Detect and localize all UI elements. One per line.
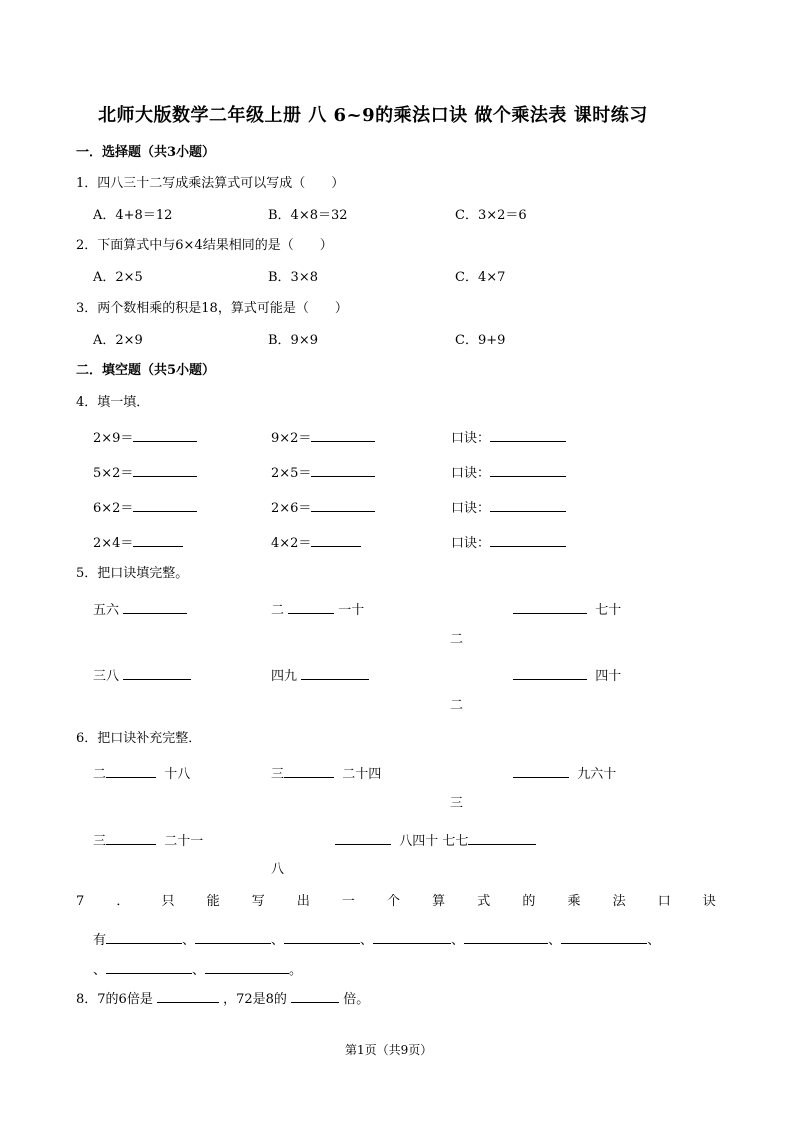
answer-blank[interactable] (195, 930, 271, 944)
question-6-stem: 6．把口诀补充完整． (76, 731, 202, 746)
q6-row2-b-wrap: 八 (271, 862, 285, 877)
answer-blank[interactable] (311, 533, 361, 547)
question-4-stem: 4．填一填． (76, 395, 150, 410)
question-3-option-b: B．9×9 (268, 333, 318, 348)
q4-row4-c: 口诀： (451, 533, 566, 552)
question-1-stem: 1．四八三十二写成乘法算式可以写成（ ） (76, 176, 345, 191)
answer-blank[interactable] (133, 498, 197, 512)
answer-blank[interactable] (106, 960, 192, 974)
answer-blank[interactable] (284, 764, 334, 778)
question-7-line2: 有 、 、 、 、 、 、 (93, 930, 660, 949)
answer-blank[interactable] (311, 428, 375, 442)
answer-blank[interactable] (490, 463, 566, 477)
q4-row4-a: 2×4＝ (93, 533, 183, 552)
question-5-stem: 5．把口诀填完整。 (76, 566, 189, 581)
answer-blank[interactable] (106, 831, 156, 845)
answer-blank[interactable] (335, 831, 391, 845)
q5-row1-c: 七十 (513, 600, 621, 619)
question-2-option-a: A．2×5 (93, 270, 143, 285)
section-heading-choice: 一．选择题（共3小题） (76, 145, 216, 160)
answer-blank[interactable] (513, 666, 587, 680)
q5-row1-b: 二 一十 (271, 600, 364, 619)
answer-blank[interactable] (123, 600, 187, 614)
section-heading-fill: 二．填空题（共5小题） (76, 363, 216, 378)
question-3-option-c: C．9+9 (455, 333, 506, 348)
answer-blank[interactable] (561, 930, 647, 944)
answer-blank[interactable] (133, 463, 197, 477)
answer-blank[interactable] (513, 764, 569, 778)
q4-row4-b: 4×2＝ (271, 533, 361, 552)
answer-blank[interactable] (513, 600, 587, 614)
answer-blank[interactable] (157, 989, 219, 1003)
q5-row1-a: 五六 (93, 600, 187, 619)
answer-blank[interactable] (490, 428, 566, 442)
q4-row1-a: 2×9＝ (93, 428, 197, 447)
question-7-stem: 7 ． 只 能 写 出 一 个 算 式 的 乘 法 口 诀 (76, 894, 716, 909)
question-1-option-c: C．3×2＝6 (455, 208, 527, 223)
answer-blank[interactable] (205, 960, 289, 974)
answer-blank[interactable] (311, 498, 375, 512)
q6-row2-a: 三 二十一 (93, 831, 203, 850)
q5-row2-b: 四九 (271, 666, 369, 685)
answer-blank[interactable] (301, 666, 369, 680)
q4-row2-c: 口诀： (451, 463, 566, 482)
answer-blank[interactable] (288, 600, 334, 614)
q6-row1-b: 三 二十四 (271, 764, 381, 783)
q5-row2-c-wrap: 二 (450, 698, 464, 713)
q4-row3-a: 6×2＝ (93, 498, 197, 517)
q5-row1-c-wrap: 二 (450, 632, 464, 647)
question-8-stem: 8．7的6倍是 ，72是8的 倍。 (76, 989, 369, 1008)
question-3-stem: 3．两个数相乘的积是18，算式可能是（ ） (76, 301, 348, 316)
q4-row3-b: 2×6＝ (271, 498, 375, 517)
q5-row2-a: 三八 (93, 666, 191, 685)
q6-row1-c: 九六十 (513, 764, 616, 783)
question-2-option-b: B．3×8 (268, 270, 318, 285)
q4-row1-c: 口诀： (451, 428, 566, 447)
answer-blank[interactable] (291, 989, 339, 1003)
answer-blank[interactable] (106, 764, 156, 778)
q6-row1-a: 二 十八 (93, 764, 190, 783)
q4-row2-b: 2×5＝ (271, 463, 375, 482)
q6-row1-c-wrap: 三 (450, 796, 464, 811)
answer-blank[interactable] (468, 831, 536, 845)
answer-blank[interactable] (123, 666, 191, 680)
answer-blank[interactable] (490, 498, 566, 512)
page-title: 北师大版数学二年级上册 八 6~9的乘法口诀 做个乘法表 课时练习 (98, 105, 648, 126)
page-footer: 第1页（共9页） (345, 1043, 433, 1057)
question-2-stem: 2．下面算式中与6×4结果相同的是（ ） (76, 238, 333, 253)
question-2-option-c: C．4×7 (455, 270, 506, 285)
q4-row2-a: 5×2＝ (93, 463, 197, 482)
question-7-line3: 、 、 。 (93, 960, 302, 979)
answer-blank[interactable] (464, 930, 548, 944)
question-1-option-b: B．4×8＝32 (268, 208, 348, 223)
answer-blank[interactable] (133, 428, 197, 442)
answer-blank[interactable] (133, 533, 183, 547)
answer-blank[interactable] (311, 463, 375, 477)
answer-blank[interactable] (373, 930, 451, 944)
answer-blank[interactable] (106, 930, 182, 944)
question-1-option-a: A．4+8＝12 (93, 208, 173, 223)
q4-row3-c: 口诀： (451, 498, 566, 517)
q4-row1-b: 9×2＝ (271, 428, 375, 447)
answer-blank[interactable] (490, 533, 566, 547)
answer-blank[interactable] (284, 930, 360, 944)
q6-row2-b: 八四十 七七 (335, 831, 536, 850)
question-3-option-a: A．2×9 (93, 333, 143, 348)
q5-row2-c: 四十 (513, 666, 621, 685)
